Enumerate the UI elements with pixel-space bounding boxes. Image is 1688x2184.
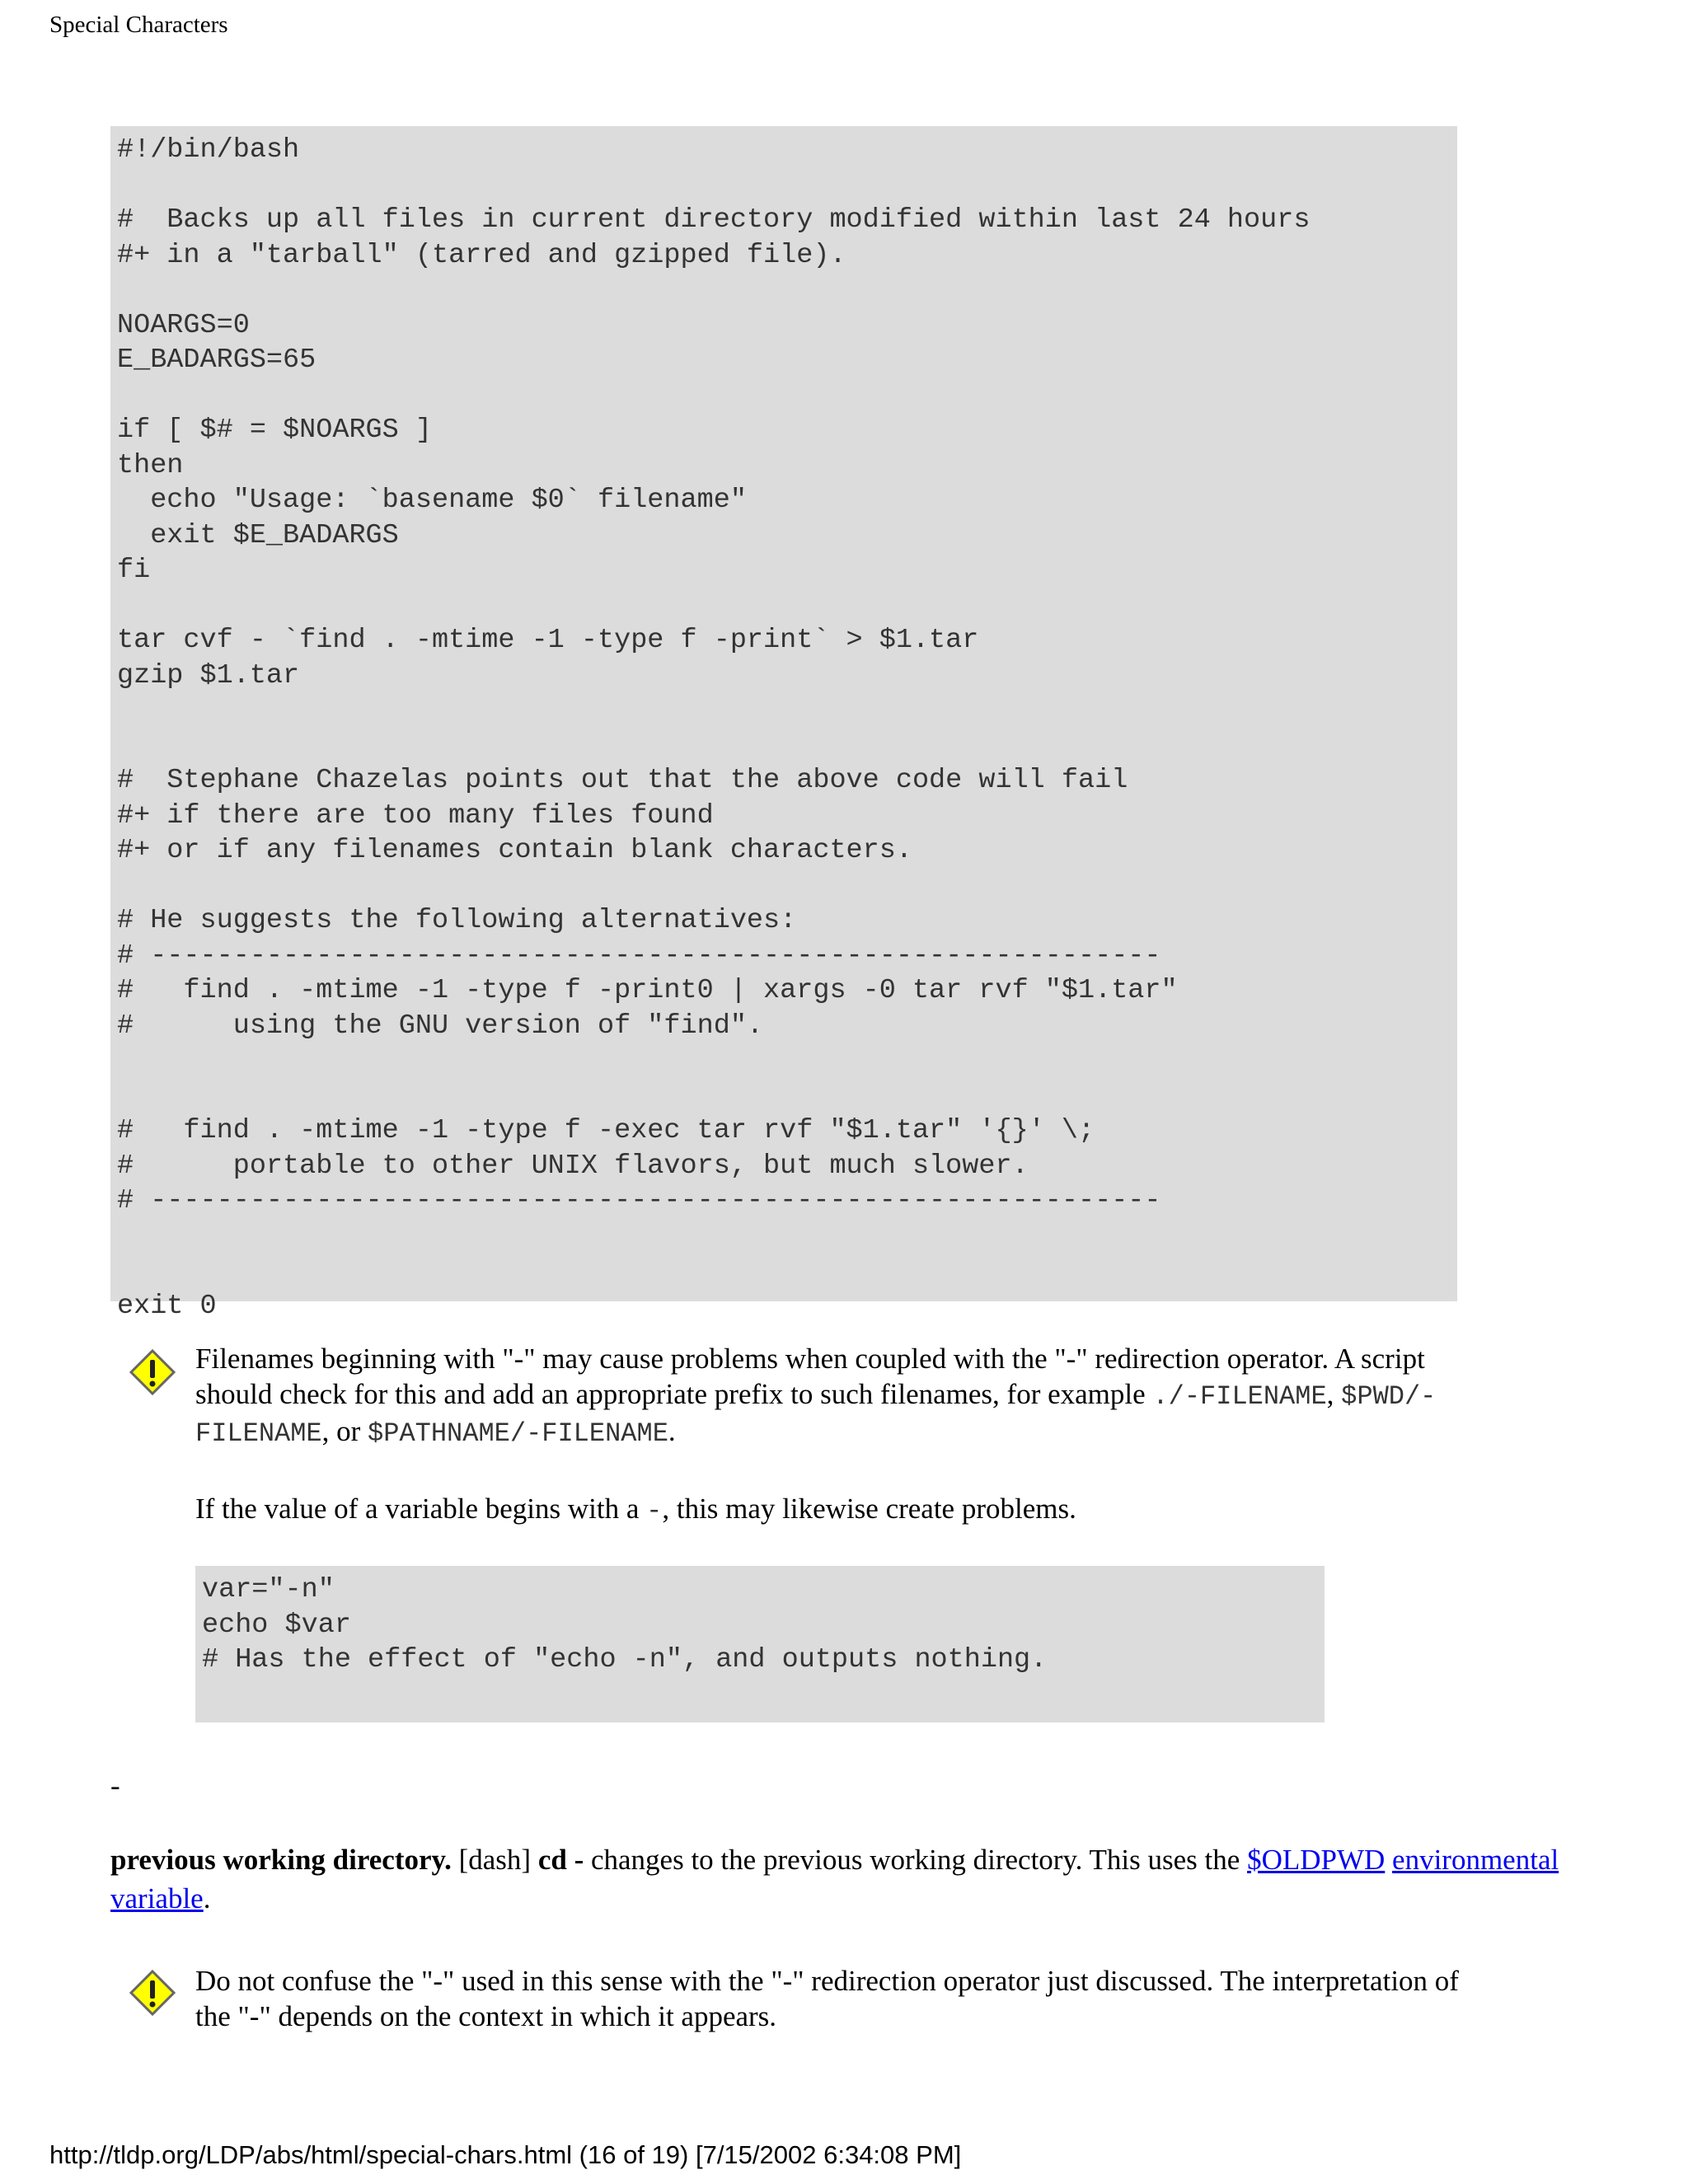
- page-footer-url: http://tldp.org/LDP/abs/html/special-chars.html (16 of 19) [7/15/2002 6:34:08 PM]: [49, 2140, 962, 2169]
- term-dash: -: [110, 1769, 120, 1802]
- code-dash: -: [646, 1496, 663, 1526]
- note-filenames-dash: Filenames beginning with "-" may cause problems when coupled with the "-" redirection operator. A script should check for this and add an appropriate prefix to such filenames, for example ./-FILENAME, $PWD/-FILENAME, or $PATHNAME/-FILENAME.: [195, 1343, 1437, 1449]
- note-dash-context: Do not confuse the "-" used in this sense with the "-" redirection operator just discussed. The interpretation of the "-" depends on the context in which it appears.: [195, 1965, 1459, 2032]
- link-oldpwd[interactable]: $OLDPWD: [1247, 1844, 1386, 1876]
- note1-text: Filenames beginning with "-" may cause problems when coupled with the "-" redirection operator. A script should check for this and add an appropriate prefix to such filenames, for example: [195, 1343, 1425, 1410]
- note-variable-dash: If the value of a variable begins with a -, this may likewise create problems.: [195, 1493, 1076, 1526]
- page-header-title: Special Characters: [49, 12, 228, 38]
- warning-icon: [129, 1969, 176, 2017]
- code-filename-3: $PATHNAME/-FILENAME: [368, 1418, 668, 1449]
- code-block-backup-script: #!/bin/bash # Backs up all files in current directory modified within last 24 hours #+ in a "tarball" (tarred and gzipped file). NOARGS=0 E_BADARGS=65 if [ $# = $NOARGS ] then echo "Usage: `basename $0` filename" exit $E_BADARGS fi tar cvf - `find . -mtime -1 -type f -print` > $1.tar gzip $1.tar # Stephane Chazelas points out that the above code will fail #+ if there are too many files found #+ or if any filenames contain blank characters. # He suggests the following alternatives: # ------------------------------------------------------------- # find . -mtime -1 -type f -print0 | xargs -0 tar rvf "$1.tar" # using the GNU version of "find". # find . -mtime -1 -type f -exec tar rvf "$1.tar" '{}' \; # portable to other UNIX flavors, but much slower. # ------------------------------------------------------------- exit 0: [110, 126, 1457, 1301]
- code-filename-1: ./-FILENAME: [1152, 1380, 1327, 1412]
- code-filename-2: $PWD/-FILENAME: [195, 1380, 1437, 1449]
- definition-previous-directory: previous working directory. [dash] cd - changes to the previous working directory. This uses the $OLDPWD environmental variable.: [110, 1844, 1559, 1915]
- warning-icon: [129, 1348, 176, 1396]
- code-block-var-example: var="-n" echo $var # Has the effect of "echo -n", and outputs nothing.: [195, 1566, 1325, 1722]
- link-environmental-variable[interactable]: environmental variable: [110, 1844, 1559, 1915]
